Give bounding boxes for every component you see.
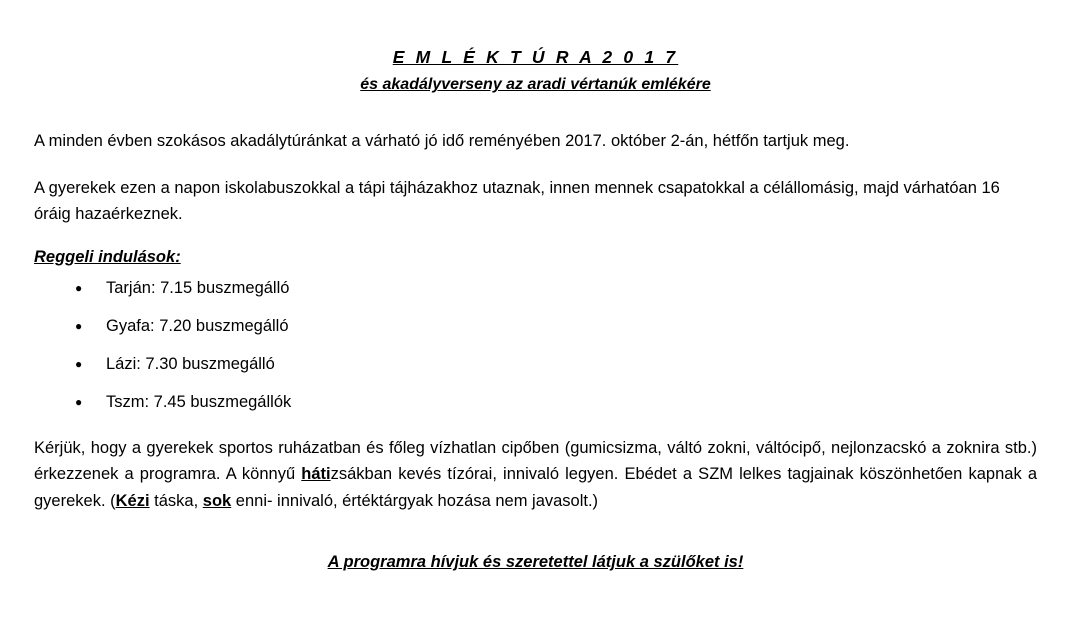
page-subtitle: és akadályverseny az aradi vértanúk emlékére: [360, 76, 711, 94]
list-item: [34, 277, 1037, 315]
list-item: [34, 353, 1037, 391]
paragraph-intro: A minden évben szokásos akadálytúránkat a várható jó idő reményében 2017. október 2-án, hétfőn tartjuk meg.: [34, 131, 850, 150]
title-block: [34, 44, 1037, 98]
instructions-part-3: táska,: [149, 492, 203, 511]
closing-note: A programra hívjuk és szeretettel látjuk a szülőket is!: [327, 552, 744, 571]
departures-heading: Reggeli indulások:: [34, 248, 181, 266]
departures-list: [34, 277, 1037, 429]
bullet-icon: ●: [75, 356, 83, 371]
instructions-emphasis-kezi: Kézi: [115, 492, 150, 511]
instructions-part-1: Kérjük, hogy a gyerekek sportos ruházatban és főleg vízhatlan cipőben (gumicsizma, váltó zokni, váltócipő, nejlonzacskó a zoknira stb.) érkezzenek a programra. A könnyű: [34, 438, 1037, 484]
bullet-icon: ●: [75, 281, 83, 295]
page-title: E M L É K T Ú R A 2 0 1 7: [392, 47, 679, 67]
paragraph-instructions: [34, 435, 1037, 515]
list-item-label: Tarján: 7.15 buszmegálló: [106, 279, 290, 297]
list-item-label: Tszm: 7.45 buszmegállók: [106, 392, 292, 411]
instructions-part-4: enni- innivaló, értéktárgyak hozása nem javasolt.): [231, 492, 599, 511]
paragraph-schedule: A gyerekek ezen a napon iskolabuszokkal a tápi tájházakhoz utaznak, innen mennek csapatokkal a célállomásig, majd várhatóan 16 óráig hazaérkeznek.: [34, 178, 1000, 224]
list-item: [34, 391, 1037, 429]
bullet-icon: ●: [75, 318, 83, 333]
list-item: [34, 315, 1037, 353]
list-item-label: Gyafa: 7.20 buszmegálló: [106, 316, 289, 335]
instructions-part-2: zsákban kevés tízórai, innivaló legyen. Ebédet a SZM lelkes tagjainak köszönhetően kapnak a gyerekek. (: [34, 465, 1037, 511]
instructions-emphasis-sok: sok: [202, 492, 232, 511]
bullet-icon: ●: [75, 394, 83, 409]
list-item-label: Lázi: 7.30 buszmegálló: [106, 354, 275, 373]
instructions-emphasis-hati: háti: [301, 465, 331, 484]
